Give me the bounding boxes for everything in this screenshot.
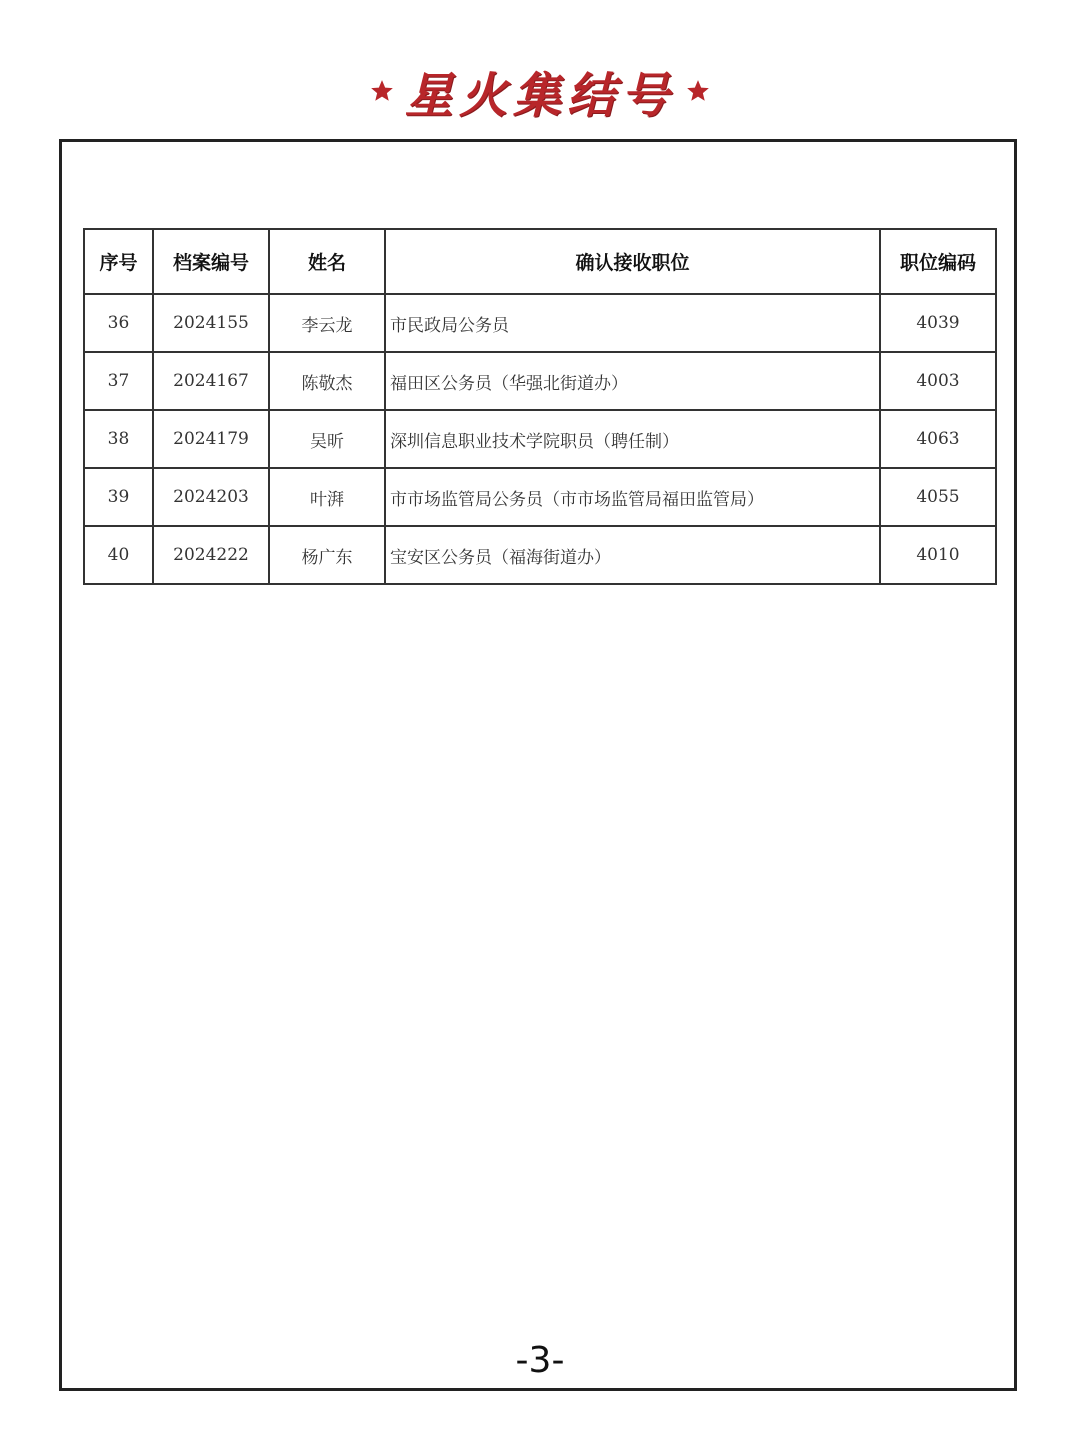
cell-position: 市民政局公务员 <box>385 294 880 352</box>
star-icon <box>685 78 711 104</box>
table-row <box>84 294 996 352</box>
cell-code: 4003 <box>880 352 996 410</box>
table-header-row <box>84 229 996 294</box>
cell-name: 吴昕 <box>269 410 385 468</box>
cell-code: 4055 <box>880 468 996 526</box>
cell-code: 4063 <box>880 410 996 468</box>
cell-code: 4010 <box>880 526 996 584</box>
table-row <box>84 410 996 468</box>
cell-seq: 39 <box>84 468 153 526</box>
cell-name: 陈敬杰 <box>269 352 385 410</box>
table-row <box>84 468 996 526</box>
header-title-banner <box>0 56 1080 126</box>
column-header-position: 确认接收职位 <box>385 229 880 294</box>
cell-seq: 40 <box>84 526 153 584</box>
cell-file-no: 2024167 <box>153 352 269 410</box>
cell-file-no: 2024222 <box>153 526 269 584</box>
cell-name: 杨广东 <box>269 526 385 584</box>
cell-file-no: 2024179 <box>153 410 269 468</box>
column-header-seq: 序号 <box>84 229 153 294</box>
roster-table <box>83 228 997 585</box>
table-row <box>84 352 996 410</box>
cell-position: 宝安区公务员（福海街道办） <box>385 526 880 584</box>
table-row <box>84 526 996 584</box>
star-icon <box>369 78 395 104</box>
header-title: 星火集结号 <box>404 67 675 124</box>
cell-position: 深圳信息职业技术学院职员（聘任制） <box>385 410 880 468</box>
cell-name: 李云龙 <box>269 294 385 352</box>
page-number: -3- <box>515 1340 565 1381</box>
cell-seq: 36 <box>84 294 153 352</box>
cell-seq: 38 <box>84 410 153 468</box>
cell-position: 市市场监管局公务员（市市场监管局福田监管局） <box>385 468 880 526</box>
cell-name: 叶湃 <box>269 468 385 526</box>
cell-code: 4039 <box>880 294 996 352</box>
cell-file-no: 2024155 <box>153 294 269 352</box>
cell-file-no: 2024203 <box>153 468 269 526</box>
column-header-file-no: 档案编号 <box>153 229 269 294</box>
cell-position: 福田区公务员（华强北街道办） <box>385 352 880 410</box>
column-header-code: 职位编码 <box>880 229 996 294</box>
cell-seq: 37 <box>84 352 153 410</box>
column-header-name: 姓名 <box>269 229 385 294</box>
